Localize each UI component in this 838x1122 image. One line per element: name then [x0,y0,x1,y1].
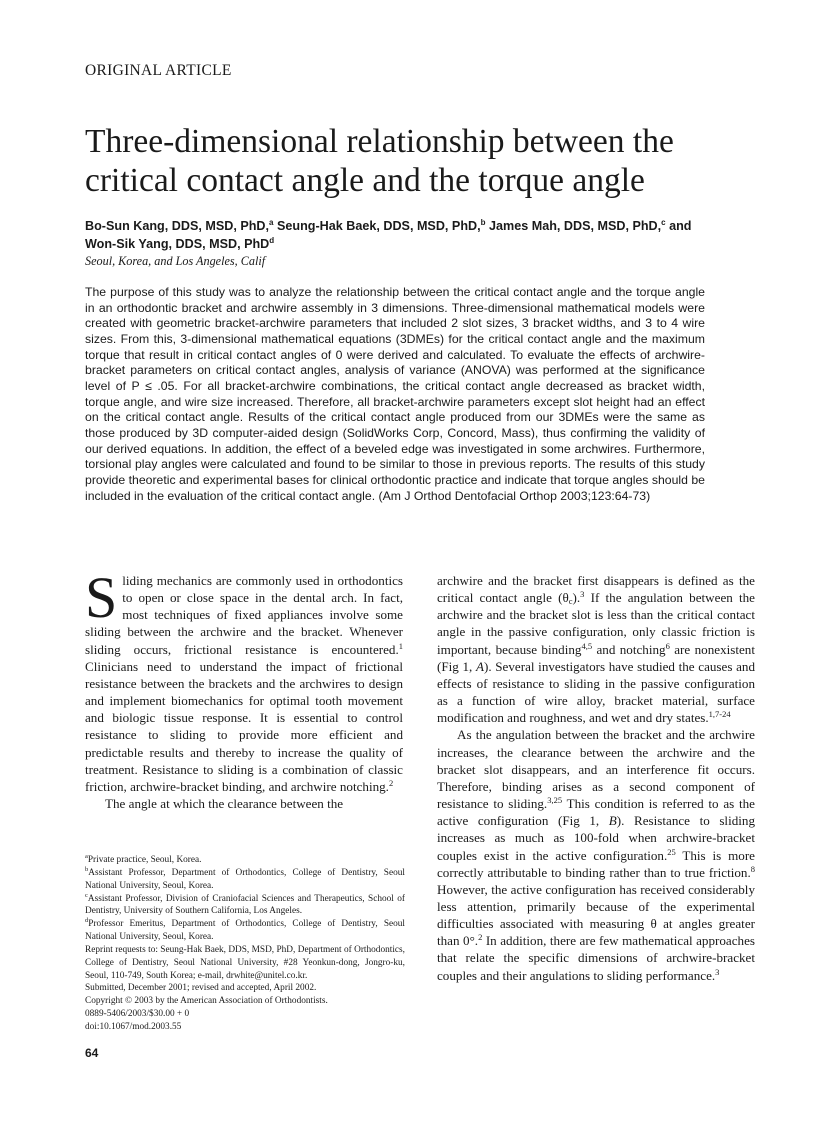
author-name: Won-Sik Yang, DDS, MSD, PhD [85,236,270,251]
subscript: c [568,596,573,607]
reference-mark: 4,5 [581,640,593,651]
body-text: Clinicians need to understand the impact of frictional resistance between the brackets and the archwires to design and implement biomechanics for optimal tooth movement and biologic tissue response. It is essential to control resistance to sliding to provide more efficient and predictable results and thereby to increase the quality of treatment. Resistance to sliding is a combination of classic friction, archwire-bracket binding, and archwire notching. [85,658,403,794]
body-column-right [437,572,755,984]
footnote-affiliation [85,867,405,893]
author-conjunction: and [669,219,692,233]
affiliation-mark: a [269,218,274,227]
footnote-affiliation [85,854,405,867]
body-text: ). Resistance to sliding increases as much as 100-fold when archwire-bracket couples exist in the active configuration. [437,813,755,863]
author-name: Seung-Hak Baek, DDS, MSD, PhD, [276,219,481,233]
reference-mark: 1,7-24 [708,709,731,720]
reference-mark: 3 [715,966,720,977]
copyright-notice: Copyright © 2003 by the American Association of Orthodontists. [85,996,328,1007]
issn: 0889-5406/2003/$30.00 + 0 [85,1009,190,1020]
author-list [85,218,765,253]
footnote-mark: a [85,853,88,860]
figure-panel-label: A [475,658,484,674]
reference-mark: 2 [478,932,483,943]
footnote-text: Private practice, Seoul, Korea. [87,855,202,865]
reference-mark: 2 [388,777,394,788]
reference-mark: 6 [665,640,670,651]
body-column-left [85,565,403,812]
footnote-mark: c [85,891,88,899]
body-text: ). [572,590,581,606]
body-text: This is more correctly attributable to binding rather than to true friction. [437,847,755,880]
body-paragraph [437,572,755,726]
body-text: If the angulation between the archwire and the bracket slot is less than the critical contact angle in the passive configuration, only classic friction is important, because binding [437,590,755,657]
body-text: archwire and the bracket first disappears is defined as the critical contact angle (θ [437,573,755,606]
footnote-affiliation [85,893,405,919]
body-text: are nonexistent (Fig 1, [437,641,755,674]
body-paragraph [437,726,755,983]
body-text: and notching [592,641,666,657]
page-number: 64 [85,1046,99,1060]
body-paragraph: The angle at which the clearance between the [105,796,344,812]
drop-cap: S [85,565,118,630]
reprint-requests: Reprint requests to: Seung-Hak Baek, DDS, MSD, PhD, Department of Orthodontics, College of Dentistry, Seoul National University, #28 Yeonkun-dong, Jongro-ku, Seoul, 110-749, South Korea; e-mail, drwhite@unitel.co.kr. [85,944,405,981]
body-text: liding mechanics are commonly used in orthodontics to open or close space in the dental arch. In fact, most techniques of fixed appliances involve some sliding between the archwire and the bracket. Whenever sliding occurs, frictional resistance is encountered. [85,573,403,657]
footnote-mark: d [85,917,89,925]
reference-mark: 3,25 [547,795,563,806]
abstract: The purpose of this study was to analyze the relationship between the critical contact angle and the torque angle in an orthodontic bracket and archwire assembly in 3 dimensions. Three-dimensional mathematical models were created with geometric bracket-archwire parameters that included 2 slot sizes, 3 bracket widths, and 3 to 4 wire sizes. From this, 3-dimensional mathematical equations (3DMEs) for the critical contact angle and the maximum torque that result in critical contact angles of 0 were derived and calculated. To evaluate the effects of archwire-bracket parameters on critical contact angles, analysis of variance (ANOVA) was performed at the significance level of P ≤ .05. For all bracket-archwire combinations, the critical contact angle decreased as bracket width, torque angle, and wire size increased. Therefore, all bracket-archwire parameters except slot height had an effect on the critical contact angle. Results of the critical contact angle produced from our 3DMEs were the same as those produced by 3D computer-aided design (SolidWorks Corp, Concord, Mass), thus confirming the validity of our derived equations. In addition, the effect of a beveled edge was investigated in some archwires. Furthermore, torsional play angles were calculated and found to be similar to those in previous reports. The results of this study provide theoretic and experimental bases for clinical orthodontic practice and indicate that torque angles should be included in the evaluation of the critical contact angle. (Am J Orthod Dentofacial Orthop 2003;123:64-73) [85,285,705,503]
body-paragraph [85,565,403,795]
affiliation-mark: b [480,218,486,227]
body-text: ). Several investigators have studied the causes and effects of resistance to sliding in the passive configuration as a function of wire alloy, bracket material, surface modification and roughness, and wet and dry states. [437,658,755,726]
reference-mark: 1 [398,640,403,651]
footnotes [85,854,405,1034]
body-text: In addition, there are few mathematical approaches that relate the specific dimensions of archwire-bracket couples and their angulations to sliding performance. [437,933,756,983]
body-text: This condition is referred to as the active configuration (Fig 1, [437,796,755,829]
reference-mark: 3 [580,589,585,600]
footnote-text: Assistant Professor, Department of Orthodontics, College of Dentistry, Seoul National University, Seoul, Korea. [85,867,405,891]
reference-mark: 8 [750,863,755,874]
affiliation-mark: c [661,218,666,227]
author-location: Seoul, Korea, and Los Angeles, Calif [85,254,266,268]
body-text: As the angulation between the bracket and the archwire increases, the clearance between the archwire and the bracket slot disappears, and an interference fit occurs. Therefore, binding arises as a second component of resistance to sliding. [437,727,755,812]
submission-dates: Submitted, December 2001; revised and accepted, April 2002. [85,983,317,994]
reference-mark: 25 [667,846,676,857]
body-text: However, the active configuration has received considerably less attention, primarily because of the experimental difficulties associated with measuring θ at angles greater than 0°. [437,881,755,949]
figure-panel-label: B [608,813,617,829]
footnote-text: Professor Emeritus, Department of Orthodontics, College of Dentistry, Seoul National University, Seoul, Korea. [85,919,405,943]
footnote-text: Assistant Professor, Division of Craniofacial Sciences and Therapeutics, School of Dentistry, University of Southern California, Los Angeles. [85,893,405,917]
article-title: Three-dimensional relationship between the critical contact angle and the torque angle [85,123,674,199]
author-name: Bo-Sun Kang, DDS, MSD, PhD, [85,219,270,233]
author-name: James Mah, DDS, MSD, PhD, [489,219,662,233]
doi: doi:10.1067/mod.2003.55 [85,1021,182,1032]
section-label: ORIGINAL ARTICLE [85,62,232,79]
footnote-affiliation [85,918,405,944]
affiliation-mark: d [269,235,275,245]
footnote-mark: b [85,865,89,873]
